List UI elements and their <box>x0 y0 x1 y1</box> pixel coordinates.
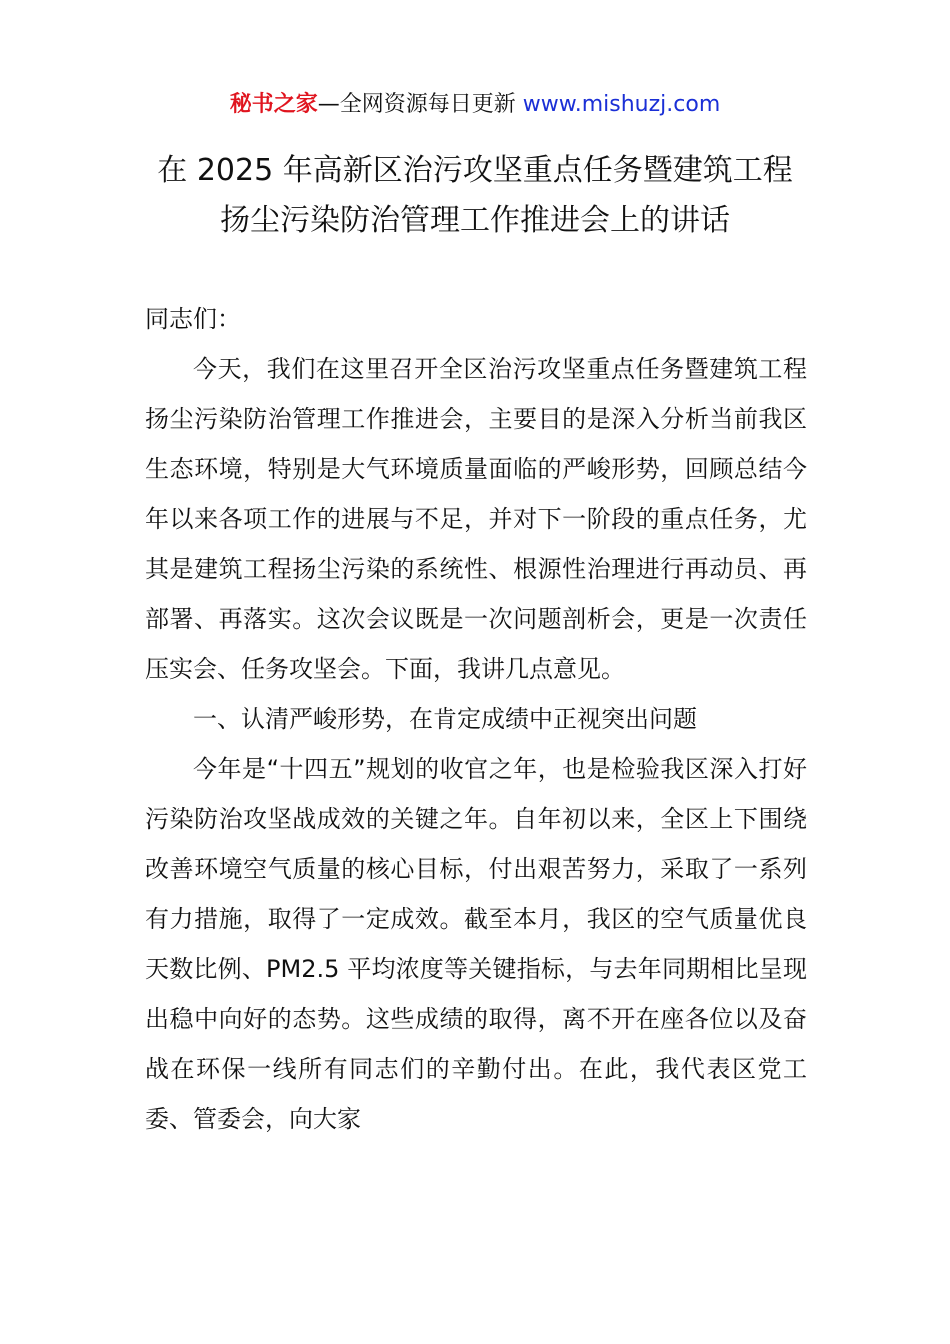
site-url-link[interactable]: www.mishuzj.com <box>522 92 721 117</box>
title-line-2: 扬尘污染防治管理工作推进会上的讲话 <box>220 203 730 238</box>
header-tagline: —全网资源每日更新 <box>317 92 516 117</box>
site-header <box>0 88 950 122</box>
section-heading-1: 一、认清严峻形势，在肯定成绩中正视突出问题 <box>193 705 697 733</box>
salutation: 同志们： <box>145 305 241 333</box>
paragraph-intro: 今天，我们在这里召开全区治污攻坚重点任务暨建筑工程扬尘污染防治管理工作推进会，主要目的是深入分析当前我区生态环境，特别是大气环境质量面临的严峻形势，回顾总结今年以来各项工作的进展与不足，并对下一阶段的重点任务，尤其是建筑工程扬尘污染的系统性、根源性治理进行再动员、再部署、再落实。这次会议既是一次问题剖析会，更是一次责任压实会、任务攻坚会。下面，我讲几点意见。 <box>145 355 807 683</box>
title-line-1: 在 2025 年高新区治污攻坚重点任务暨建筑工程 <box>157 153 793 188</box>
brand-name: 秘书之家 <box>229 92 318 117</box>
document-body <box>145 294 807 1144</box>
document-title <box>100 146 850 246</box>
paragraph-section-1: 今年是“十四五”规划的收官之年，也是检验我区深入打好污染防治攻坚战成效的关键之年。自年初以来，全区上下围绕改善环境空气质量的核心目标，付出艰苦努力，采取了一系列有力措施，取得了一定成效。截至本月，我区的空气质量优良天数比例、PM2.5 平均浓度等关键指标，与去年同期相比呈现出稳中向好的态势。这些成绩的取得，离不开在座各位以及奋战在环保一线所有同志们的辛勤付出。在此，我代表区党工委、管委会，向大家 <box>145 755 807 1133</box>
